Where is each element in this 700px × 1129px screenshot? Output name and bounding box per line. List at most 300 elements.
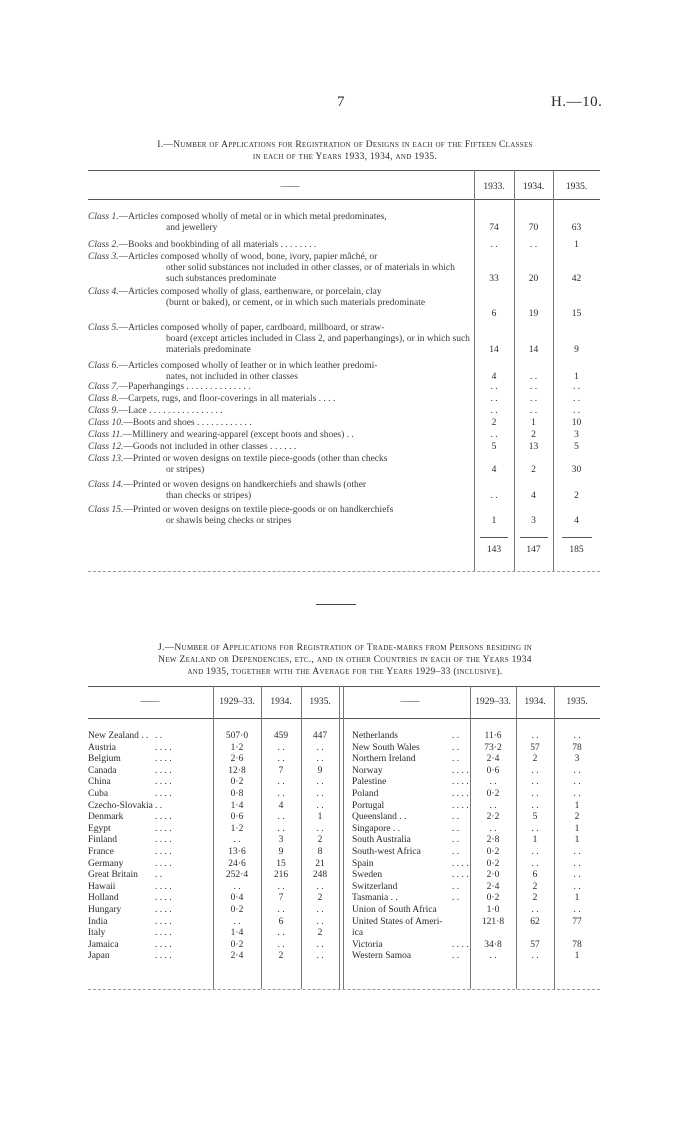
value-1934: 6 <box>532 870 538 881</box>
leader-dots: . . . . <box>155 858 172 869</box>
value-1935: 3 <box>574 754 580 765</box>
value-1935: 1 <box>574 823 580 834</box>
class-label: Class 1. <box>88 212 119 222</box>
avg-1929-33-value: 13·6 <box>228 847 246 857</box>
table-j-bottom-rule <box>88 989 600 990</box>
value-1934: 57 <box>530 742 540 753</box>
avg-1929-33-value: 0·8 <box>230 789 244 799</box>
country-name: Singapore . . <box>352 823 401 834</box>
avg-1929-33-value: 2·2 <box>486 812 500 823</box>
value-1935: . . <box>573 765 581 776</box>
table-j-header-blank-left: —— <box>140 697 160 707</box>
country-name: Great Britain <box>88 870 138 881</box>
leader-dots: . . <box>452 823 460 834</box>
table-i-header-blank: —— <box>280 182 300 192</box>
table-i-value-1934: 20 <box>528 274 539 284</box>
value-1935: 1 <box>574 835 580 846</box>
class-text: —Books and bookbinding of all materials . . . . . . . . <box>118 240 317 250</box>
leader-dots: . . . . <box>155 823 172 834</box>
country-name: Northern Ireland <box>352 754 416 765</box>
leader-dots: . . . . <box>155 835 172 846</box>
country-name: Canada <box>88 765 117 776</box>
avg-1929-33-value: 252·4 <box>225 870 249 881</box>
avg-1929-33-value: 0·6 <box>230 812 244 823</box>
country-name: Jamaica <box>88 939 119 950</box>
value-1935: . . <box>316 823 324 834</box>
avg-1929-33-value: 2·4 <box>486 881 500 892</box>
country-name: Belgium <box>88 754 121 765</box>
value-1934: . . <box>531 823 539 834</box>
avg-1929-33-value: 0·2 <box>486 847 500 857</box>
value-1935: 78 <box>572 742 582 753</box>
leader-dots: . . . . <box>155 928 172 939</box>
value-1935: 8 <box>317 847 323 857</box>
value-1935: . . <box>316 916 324 927</box>
country-name: Czecho-Slovakia <box>88 800 153 811</box>
country-name: Hawaii <box>88 881 116 892</box>
class-text: —Carpets, rugs, and floor-coverings in all materials . . . . <box>118 394 336 404</box>
value-1935: . . <box>573 905 581 915</box>
country-name: South Australia <box>352 835 411 846</box>
table-i-value-1933: . . <box>490 240 498 250</box>
class-description <box>88 382 474 393</box>
value-1935: 1 <box>574 893 580 904</box>
avg-1929-33-value: 11·6 <box>484 731 502 741</box>
value-1934: 1 <box>532 835 538 846</box>
table-i-value-1935: 1 <box>574 240 579 250</box>
table-i-value-1935: 10 <box>571 418 582 428</box>
country-name: Victoria <box>352 939 383 950</box>
class-description <box>88 287 474 309</box>
table-i-value-1935: . . <box>572 382 581 392</box>
avg-1929-33-value: 1·4 <box>230 800 244 811</box>
country-name: Queensland . . <box>352 812 407 823</box>
country-name: Spain <box>352 858 374 869</box>
table-j-col-divider <box>343 686 344 989</box>
value-1934: 62 <box>530 916 540 927</box>
table-j-header-1935-left: 1935. <box>309 697 331 707</box>
table-j-col-divider <box>339 686 340 989</box>
table-i-title <box>88 139 602 163</box>
table-i-value-1934: . . <box>529 382 538 392</box>
value-1935: . . <box>573 777 581 788</box>
avg-1929-33-value: . . <box>489 951 497 962</box>
avg-1929-33-value: 2·4 <box>486 754 500 765</box>
table-j-header-blank-right: —— <box>400 697 420 707</box>
table-i-header-1935: 1935. <box>565 182 588 192</box>
leader-dots: . . <box>155 800 163 811</box>
table-i-value-1935: 63 <box>571 223 582 233</box>
table-j-top-rule <box>88 686 600 687</box>
class-text: —Printed or woven designs on textile piece-goods (other than checks <box>123 454 388 464</box>
class-text: —Articles composed wholly of wood, bone, ivory, papier mâché, or <box>118 252 378 262</box>
class-text: —Printed or woven designs on textile piece-goods or on handkerchiefs <box>123 505 394 515</box>
value-1934: 7 <box>278 893 284 904</box>
avg-1929-33-value: 34·8 <box>484 939 502 950</box>
class-description <box>88 406 474 417</box>
table-i-value-1933: 4 <box>491 372 497 382</box>
country-name: Italy <box>88 928 106 939</box>
value-1934: . . <box>277 789 285 799</box>
value-1935: 1 <box>317 812 323 823</box>
country-name: Holland <box>88 893 119 904</box>
value-1935: 2 <box>574 812 580 823</box>
table-i-value-1933: . . <box>490 394 498 404</box>
class-label: Class 2. <box>88 240 119 250</box>
avg-1929-33-value: . . <box>233 835 241 846</box>
country-name: Netherlands <box>352 731 398 741</box>
class-text-continued: or stripes) <box>166 465 205 475</box>
avg-1929-33-value: . . <box>489 800 497 811</box>
value-1934: 2 <box>532 881 538 892</box>
page-number: 7 <box>337 94 345 110</box>
leader-dots: . . <box>452 835 460 846</box>
avg-1929-33-value: 1·0 <box>486 905 500 915</box>
avg-1929-33-value: 0·2 <box>230 939 244 950</box>
class-description <box>88 252 474 285</box>
leader-dots: . . . . <box>452 858 469 869</box>
table-i-value-1935: 1 <box>574 372 579 382</box>
avg-1929-33-value: 0·2 <box>230 777 244 788</box>
country-name: Union of South Africa <box>352 905 437 915</box>
avg-1929-33-value: 1·2 <box>230 823 244 834</box>
leader-dots: . . . . <box>452 800 469 811</box>
avg-1929-33-value: 0·2 <box>486 893 500 904</box>
table-j-header-1934-left: 1934. <box>270 697 292 707</box>
leader-dots: . . . . <box>155 905 172 915</box>
value-1934: . . <box>277 939 285 950</box>
table-i-total-rule <box>480 537 508 538</box>
value-1935: . . <box>316 789 324 799</box>
table-j-header-avg-left: 1929–33. <box>219 697 255 707</box>
table-i-value-1934: 13 <box>528 442 539 452</box>
table-i-value-1934: 2 <box>531 430 536 440</box>
leader-dots: . . . . <box>452 765 469 776</box>
class-text-continued: or shawls being checks or stripes <box>166 516 292 526</box>
table-i-value-1933: 6 <box>491 309 497 319</box>
avg-1929-33-value: 0·2 <box>230 905 244 915</box>
leader-dots: . . <box>452 951 460 962</box>
table-i-header-rule <box>88 199 600 200</box>
value-1934: 459 <box>273 731 289 741</box>
table-i-total-rule <box>520 537 548 538</box>
leader-dots: . . . . <box>155 893 172 904</box>
table-j-title-line2: New Zealand or Dependencies, etc., and in other Countries in each of the Years 1934 <box>158 655 532 665</box>
class-text: —Printed or woven designs on handkerchiefs and shawls (other <box>123 480 367 490</box>
table-i-value-1934: 2 <box>531 465 536 475</box>
avg-1929-33-value: 2·0 <box>486 870 500 881</box>
section-separator <box>316 604 356 605</box>
value-1934: 2 <box>532 893 538 904</box>
table-j-header-avg-right: 1929–33. <box>475 697 511 707</box>
value-1935: . . <box>573 881 581 892</box>
value-1934: . . <box>277 754 285 765</box>
table-j-header-1934-right: 1934. <box>524 697 546 707</box>
table-i-value-1935: . . <box>572 394 581 404</box>
value-1934: . . <box>277 928 285 939</box>
avg-1929-33-value: . . <box>233 881 241 892</box>
value-1934: 3 <box>278 835 284 846</box>
class-label: Class 8. <box>88 394 119 404</box>
class-text: —Articles composed wholly of metal or in which metal predominates, <box>118 212 387 222</box>
leader-dots: . . <box>452 893 460 904</box>
value-1934: . . <box>531 951 539 962</box>
value-1934: . . <box>531 789 539 799</box>
value-1934: 9 <box>278 847 284 857</box>
class-text-continued: and jewellery <box>166 223 218 233</box>
country-name: Cuba <box>88 789 109 799</box>
table-i-header-1934: 1934. <box>522 182 545 192</box>
table-i-total-1935: 185 <box>569 545 584 555</box>
table-i-total-rule <box>562 537 592 538</box>
leader-dots: . . . . <box>452 777 469 788</box>
country-name: France <box>88 847 114 857</box>
table-i-top-rule <box>88 170 600 171</box>
country-name: Denmark <box>88 812 124 823</box>
table-j-title-line1: J.—Number of Applications for Registration of Trade-marks from Persons residing in <box>157 643 533 653</box>
value-1935: . . <box>573 870 581 881</box>
country-name: Norway <box>352 765 383 776</box>
value-1934: 57 <box>530 939 540 950</box>
class-label: Class 7. <box>88 382 119 392</box>
table-i-value-1934: . . <box>529 240 538 250</box>
leader-dots: . . <box>155 870 163 881</box>
avg-1929-33-value: . . <box>489 777 497 788</box>
table-i-value-1934: 70 <box>528 223 539 233</box>
class-label: Class 13. <box>88 454 124 464</box>
class-label: Class 6. <box>88 361 119 371</box>
country-name: Western Samoa <box>352 951 412 962</box>
class-label: Class 4. <box>88 287 119 297</box>
country-name: Austria <box>88 742 116 753</box>
class-description <box>88 323 474 356</box>
table-i-value-1933: 5 <box>491 442 497 452</box>
value-1935: 1 <box>574 951 580 962</box>
table-i-value-1935: 3 <box>574 430 579 440</box>
table-j-title <box>88 642 602 678</box>
value-1935: 1 <box>574 800 580 811</box>
table-i-value-1935: 42 <box>571 274 582 284</box>
country-name: India <box>88 916 108 927</box>
country-name: Sweden <box>352 870 383 881</box>
value-1935: 2 <box>317 835 323 846</box>
value-1935: . . <box>316 939 324 950</box>
leader-dots: . . <box>452 881 460 892</box>
leader-dots: . . . . <box>155 881 172 892</box>
table-i-value-1934: 14 <box>528 345 539 355</box>
class-description <box>88 394 474 405</box>
class-label: Class 9. <box>88 406 119 416</box>
class-text: —Lace . . . . . . . . . . . . . . . . <box>118 406 223 416</box>
country-name: New Zealand . . <box>88 731 149 741</box>
table-i-value-1935: 15 <box>571 309 582 319</box>
leader-dots: . . <box>452 754 460 765</box>
table-i-value-1933: 14 <box>489 345 499 355</box>
country-name: Japan <box>88 951 110 962</box>
class-text-continued: other solid substances not included in other classes, or of materials in which such substances predominate <box>166 263 455 284</box>
leader-dots: . . . . <box>155 916 172 927</box>
avg-1929-33-value: 0·4 <box>230 893 244 904</box>
table-i-value-1933: . . <box>490 406 498 416</box>
country-name: ica <box>352 928 364 939</box>
class-label: Class 5. <box>88 323 119 333</box>
leader-dots: . . <box>452 847 460 857</box>
class-text: —Paperhangings . . . . . . . . . . . . . . <box>118 382 251 392</box>
table-i-value-1935: 2 <box>574 491 579 501</box>
country-name: New South Wales <box>352 742 420 753</box>
table-i-value-1935: 9 <box>574 345 579 355</box>
table-i-value-1934: . . <box>529 406 538 416</box>
table-i-value-1933: 2 <box>491 418 497 428</box>
table-i-value-1933: 74 <box>489 223 499 233</box>
country-name: Hungary <box>88 905 122 915</box>
table-i-bottom-rule <box>88 571 600 572</box>
table-i-title-line1: I.—Number of Applications for Registration of Designs in each of the Fifteen Classes <box>157 140 533 150</box>
class-text-continued: (burnt or baked), or cement, or in which such materials predominate <box>166 298 426 308</box>
class-text-continued: than checks or stripes) <box>166 491 252 501</box>
value-1934: . . <box>531 847 539 857</box>
table-i-value-1934: 1 <box>531 418 536 428</box>
class-label: Class 14. <box>88 480 124 490</box>
avg-1929-33-value: 1·4 <box>230 928 244 939</box>
leader-dots: . . . . <box>155 939 172 950</box>
value-1934: 216 <box>273 870 289 881</box>
leader-dots: . . . . <box>155 765 172 776</box>
avg-1929-33-value: 2·8 <box>486 835 500 846</box>
class-description <box>88 454 474 476</box>
table-i-title-line2: in each of the Years 1933, 1934, and 1935. <box>252 152 438 162</box>
value-1934: 6 <box>278 916 284 927</box>
value-1934: 2 <box>532 754 538 765</box>
class-description <box>88 505 474 527</box>
avg-1929-33-value: 24·6 <box>228 858 246 869</box>
leader-dots: . . . . <box>452 789 469 799</box>
value-1935: 2 <box>317 893 323 904</box>
class-text: —Articles composed wholly of paper, cardboard, millboard, or straw- <box>118 323 385 333</box>
value-1934: . . <box>531 765 539 776</box>
avg-1929-33-value: 121·8 <box>481 916 505 927</box>
value-1934: 15 <box>276 858 286 869</box>
country-name: United States of Ameri- <box>352 916 443 927</box>
table-i-value-1935: 4 <box>574 516 579 526</box>
value-1935: . . <box>316 800 324 811</box>
class-label: Class 11. <box>88 430 123 440</box>
table-i-value-1935: . . <box>572 406 581 416</box>
value-1934: . . <box>277 777 285 788</box>
avg-1929-33-value: 73·2 <box>484 742 502 753</box>
value-1934: . . <box>277 905 285 915</box>
leader-dots: . . . . <box>155 777 172 788</box>
class-description <box>88 430 474 441</box>
value-1935: . . <box>573 789 581 799</box>
value-1935: 77 <box>572 916 582 927</box>
leader-dots: . . . . <box>155 951 172 962</box>
value-1934: . . <box>531 777 539 788</box>
avg-1929-33-value: 1·2 <box>230 742 244 753</box>
avg-1929-33-value: 2·4 <box>230 951 244 962</box>
class-label: Class 12. <box>88 442 124 452</box>
class-label: Class 15. <box>88 505 124 515</box>
avg-1929-33-value: 0·2 <box>486 789 500 799</box>
value-1935: 21 <box>315 858 325 869</box>
value-1934: . . <box>531 858 539 869</box>
table-j-header-rule <box>88 718 600 719</box>
value-1935: . . <box>573 731 581 741</box>
country-name: Switzerland <box>352 881 398 892</box>
leader-dots: . . . . <box>155 754 172 765</box>
leader-dots: . . <box>452 731 460 741</box>
value-1935: . . <box>316 754 324 765</box>
class-description <box>88 442 474 453</box>
value-1935: . . <box>316 951 324 962</box>
leader-dots: . . . . <box>452 939 469 950</box>
avg-1929-33-value: . . <box>233 916 241 927</box>
country-name: Egypt <box>88 823 111 834</box>
leader-dots: . . . . <box>155 789 172 799</box>
table-i-value-1933: 4 <box>491 465 497 475</box>
value-1934: 2 <box>278 951 284 962</box>
class-text-continued: board (except articles included in Class 2, and paperhangings), or in which such materials predominate <box>166 334 470 355</box>
table-i-value-1933: . . <box>490 430 498 440</box>
class-label: Class 3. <box>88 252 119 262</box>
value-1935: 2 <box>317 928 323 939</box>
value-1934: 5 <box>532 812 538 823</box>
value-1935: 9 <box>317 765 323 776</box>
table-i-value-1934: . . <box>529 394 538 404</box>
table-i-value-1934: 4 <box>531 491 536 501</box>
table-j-header-1935-right: 1935. <box>566 697 588 707</box>
table-i-value-1933: . . <box>490 382 498 392</box>
document-reference: H.—10. <box>551 94 603 110</box>
value-1934: . . <box>531 731 539 741</box>
value-1934: . . <box>277 881 285 892</box>
class-text: —Articles composed wholly of leather or in which leather predomi- <box>118 361 378 371</box>
country-name: Palestine <box>352 777 387 788</box>
table-i-total-1934: 147 <box>526 545 541 555</box>
avg-1929-33-value: 2·6 <box>230 754 244 765</box>
value-1935: . . <box>316 881 324 892</box>
class-text: —Articles composed wholly of glass, earthenware, or porcelain, clay <box>118 287 382 297</box>
country-name: Portugal <box>352 800 385 811</box>
value-1934: . . <box>277 823 285 834</box>
value-1934: . . <box>531 800 539 811</box>
value-1935: . . <box>573 858 581 869</box>
country-name: Germany <box>88 858 124 869</box>
leader-dots: . . . . <box>155 742 172 753</box>
value-1934: . . <box>277 812 285 823</box>
country-name: South-west Africa <box>352 847 421 857</box>
value-1935: 248 <box>312 870 328 881</box>
avg-1929-33-value: 0·6 <box>486 765 500 776</box>
class-description <box>88 418 474 429</box>
class-description <box>88 240 474 251</box>
table-i-header-1933: 1933. <box>483 182 505 192</box>
value-1935: . . <box>316 905 324 915</box>
class-text-continued: nates, not included in other classes <box>166 372 298 382</box>
class-text: —Millinery and wearing-apparel (except boots and shoes) . . <box>122 430 354 440</box>
country-name: Finland <box>88 835 118 846</box>
class-description <box>88 480 474 502</box>
table-i-value-1935: 5 <box>574 442 579 452</box>
value-1934: 4 <box>278 800 284 811</box>
leader-dots: . . <box>452 742 460 753</box>
value-1934: 7 <box>278 765 284 776</box>
avg-1929-33-value: 0·2 <box>486 858 500 869</box>
table-i-value-1935: 30 <box>571 465 582 475</box>
value-1934: . . <box>531 905 539 915</box>
avg-1929-33-value: . . <box>489 823 497 834</box>
table-i-value-1934: 3 <box>531 516 536 526</box>
